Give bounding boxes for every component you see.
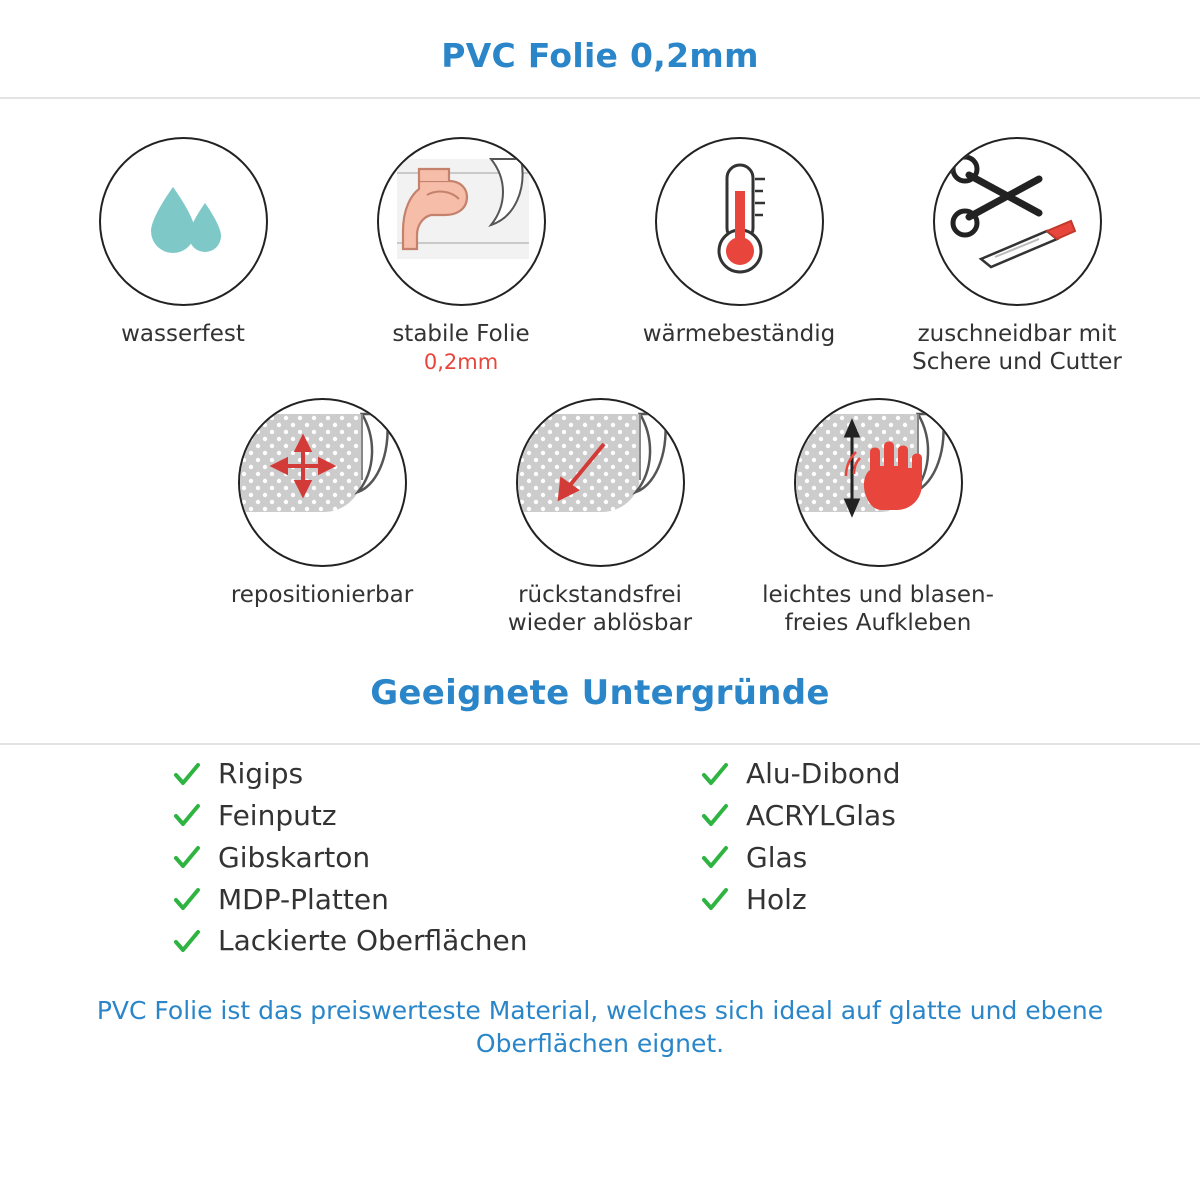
feature-label: wärmebeständig: [642, 321, 836, 347]
feature-sublabel: 0,2mm: [423, 350, 499, 375]
thermometer-icon: [657, 139, 822, 304]
water-drops-icon: [101, 139, 266, 304]
check-mark-icon: [700, 801, 730, 831]
list-item-label: Lackierte Oberflächen: [218, 924, 528, 958]
list-item: [172, 759, 600, 790]
check-mark-icon: [172, 927, 202, 957]
reposition-arrows-icon: [240, 400, 405, 565]
feature-icon-circle: [377, 137, 546, 306]
check-mark-icon: [700, 885, 730, 915]
scissors-cutter-icon: [935, 139, 1100, 304]
hand-smoothing-icon: [796, 400, 961, 565]
check-mark-icon: [172, 885, 202, 915]
list-item-label: Alu-Dibond: [746, 757, 901, 791]
feature-wasserfest: [67, 137, 299, 348]
check-mark-icon: [172, 801, 202, 831]
feature-row-top: [0, 99, 1200, 376]
feature-label: wasserfest: [121, 321, 245, 347]
feature-blasenfrei: [762, 398, 994, 637]
feature-row-bottom: [0, 376, 1200, 637]
list-item-label: ACRYLGlas: [746, 798, 896, 832]
list-item: [172, 926, 600, 957]
check-mark-icon: [172, 760, 202, 790]
surfaces-title: Geeignete Untergründe: [370, 673, 830, 714]
feature-icon-circle: [655, 137, 824, 306]
feature-icon-circle: [238, 398, 407, 567]
surfaces-column-left: [130, 759, 600, 968]
list-item-label: Glas: [746, 840, 808, 874]
check-mark-icon: [700, 843, 730, 873]
list-item-label: Feinputz: [218, 798, 337, 832]
feature-icon-circle: [933, 137, 1102, 306]
feature-label: repositionierbar: [230, 582, 414, 609]
list-item: [700, 798, 1070, 832]
feature-icon-circle: [99, 137, 268, 306]
list-item: [700, 840, 1070, 874]
list-item-label: Rigips: [218, 757, 304, 791]
feature-label: rückstandsfrei wieder ablösbar: [507, 582, 693, 637]
feature-label: zuschneidbar mit Schere und Cutter: [912, 321, 1122, 376]
feature-waermebestaendig: [623, 137, 855, 348]
surfaces-checklist: [0, 745, 1200, 968]
check-mark-icon: [172, 843, 202, 873]
feature-rueckstandsfrei: [484, 398, 716, 637]
feature-stabile-folie: [345, 137, 577, 374]
peel-off-icon: [518, 400, 683, 565]
feature-label: leichtes und blasen- freies Aufkleben: [762, 582, 994, 637]
list-item: [700, 882, 1070, 916]
feature-zuschneidbar: [901, 137, 1133, 376]
feature-label: stabile Folie: [392, 321, 530, 347]
list-item: [700, 759, 1070, 790]
feature-icon-circle: [516, 398, 685, 567]
footer-note: PVC Folie ist das preiswerteste Material, welches sich ideal auf glatte und ebene Oberflächen eignet.: [96, 996, 1104, 1059]
list-item: [172, 798, 600, 832]
surfaces-column-right: [600, 759, 1070, 968]
list-item-label: Gibskarton: [218, 840, 371, 874]
feature-icon-circle: [794, 398, 963, 567]
strong-arm-icon: [379, 139, 544, 304]
check-mark-icon: [700, 760, 730, 790]
page-title: PVC Folie 0,2mm: [441, 36, 759, 75]
list-item: [172, 840, 600, 874]
list-item-label: Holz: [746, 882, 807, 916]
list-item: [172, 882, 600, 916]
feature-repositionierbar: [206, 398, 438, 609]
list-item-label: MDP-Platten: [218, 882, 389, 916]
